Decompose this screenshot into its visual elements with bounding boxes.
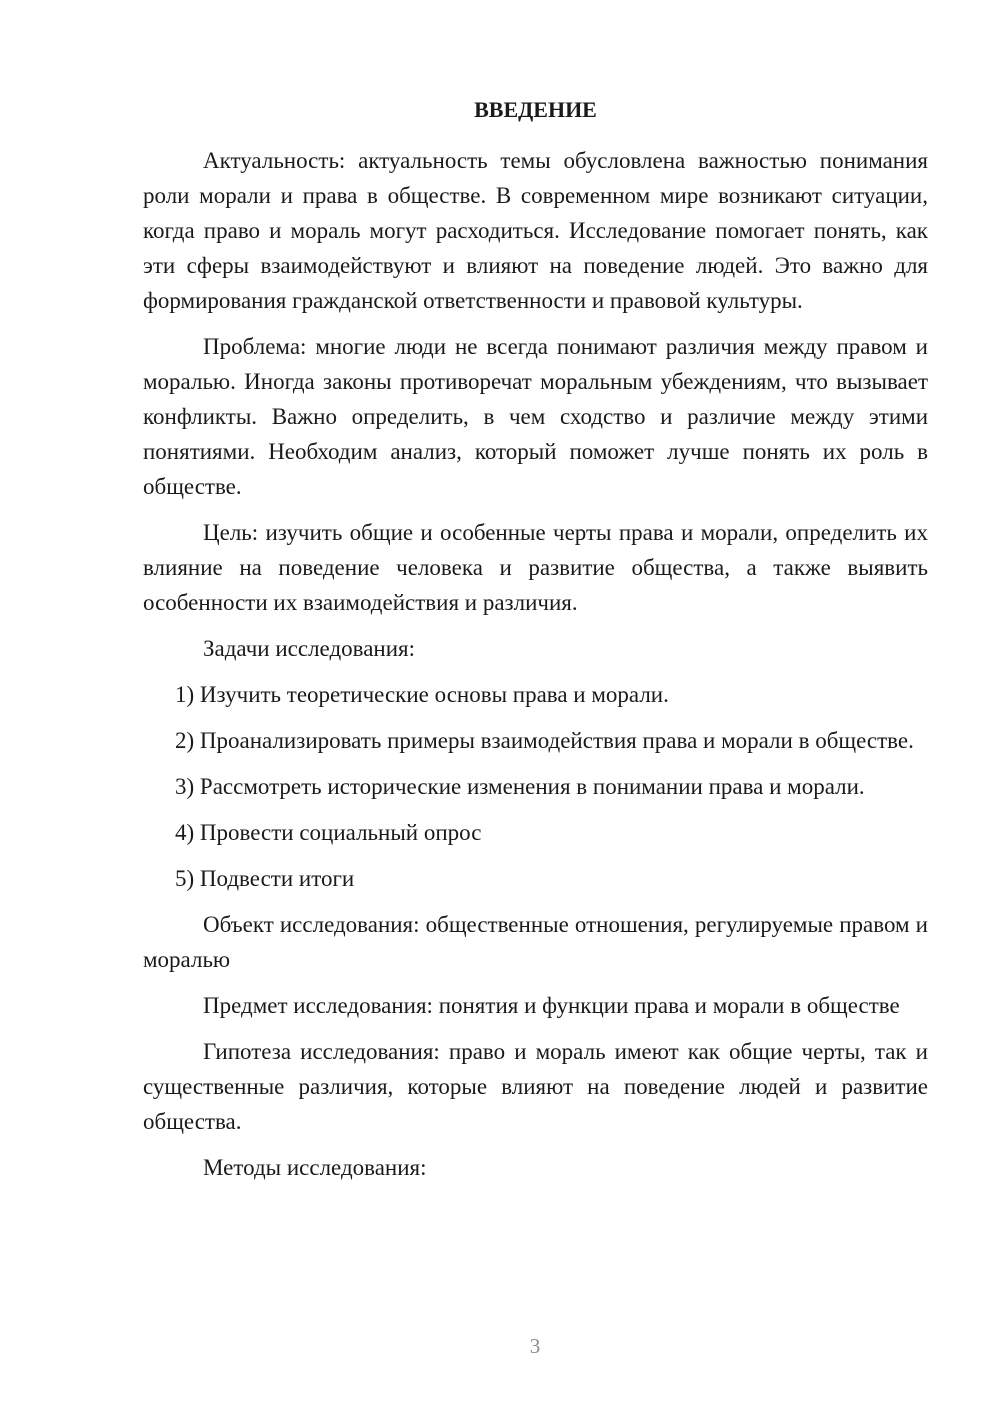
- page-number: 3: [529, 1334, 541, 1358]
- task-item-5: 5) Подвести итоги: [175, 866, 355, 891]
- paragraph-problem: Проблема: многие люди не всегда понимают различия между правом и моралью. Иногда законы противоречат моральным убеждениям, что вызывает конфликты. Важно определить, в чем сходство и различие между этими понятиями. Необходим анализ, который поможет лучше понять их роль в обществе.: [143, 334, 928, 499]
- paragraph-subject: Предмет исследования: понятия и функции права и морали в обществе: [203, 993, 900, 1018]
- task-item-2: 2) Проанализировать примеры взаимодействия права и морали в обществе.: [175, 728, 914, 753]
- document-page: [143, 92, 928, 1196]
- task-item-1: 1) Изучить теоретические основы права и морали.: [175, 682, 669, 707]
- paragraph-relevance: Актуальность: актуальность темы обусловлена важностью понимания роли морали и права в обществе. В современном мире возникают ситуации, когда право и мораль могут расходиться. Исследование помогает понять, как эти сферы взаимодействуют и влияют на поведение людей. Это важно для формирования гражданской ответственности и правовой культуры.: [143, 148, 928, 313]
- task-item-3: 3) Рассмотреть исторические изменения в понимании права и морали.: [175, 774, 865, 799]
- paragraph-goal: Цель: изучить общие и особенные черты права и морали, определить их влияние на поведение человека и развитие общества, а также выявить особенности их взаимодействия и различия.: [143, 520, 928, 615]
- paragraph-object: Объект исследования: общественные отношения, регулируемые правом и моралью: [143, 912, 928, 972]
- methods-heading: Методы исследования:: [203, 1155, 427, 1180]
- task-item-4: 4) Провести социальный опрос: [175, 820, 482, 845]
- document-title: ВВЕДЕНИЕ: [474, 97, 597, 122]
- paragraph-hypothesis: Гипотеза исследования: право и мораль имеют как общие черты, так и существенные различия, которые влияют на поведение людей и развитие общества.: [143, 1039, 928, 1134]
- tasks-heading: Задачи исследования:: [203, 636, 416, 661]
